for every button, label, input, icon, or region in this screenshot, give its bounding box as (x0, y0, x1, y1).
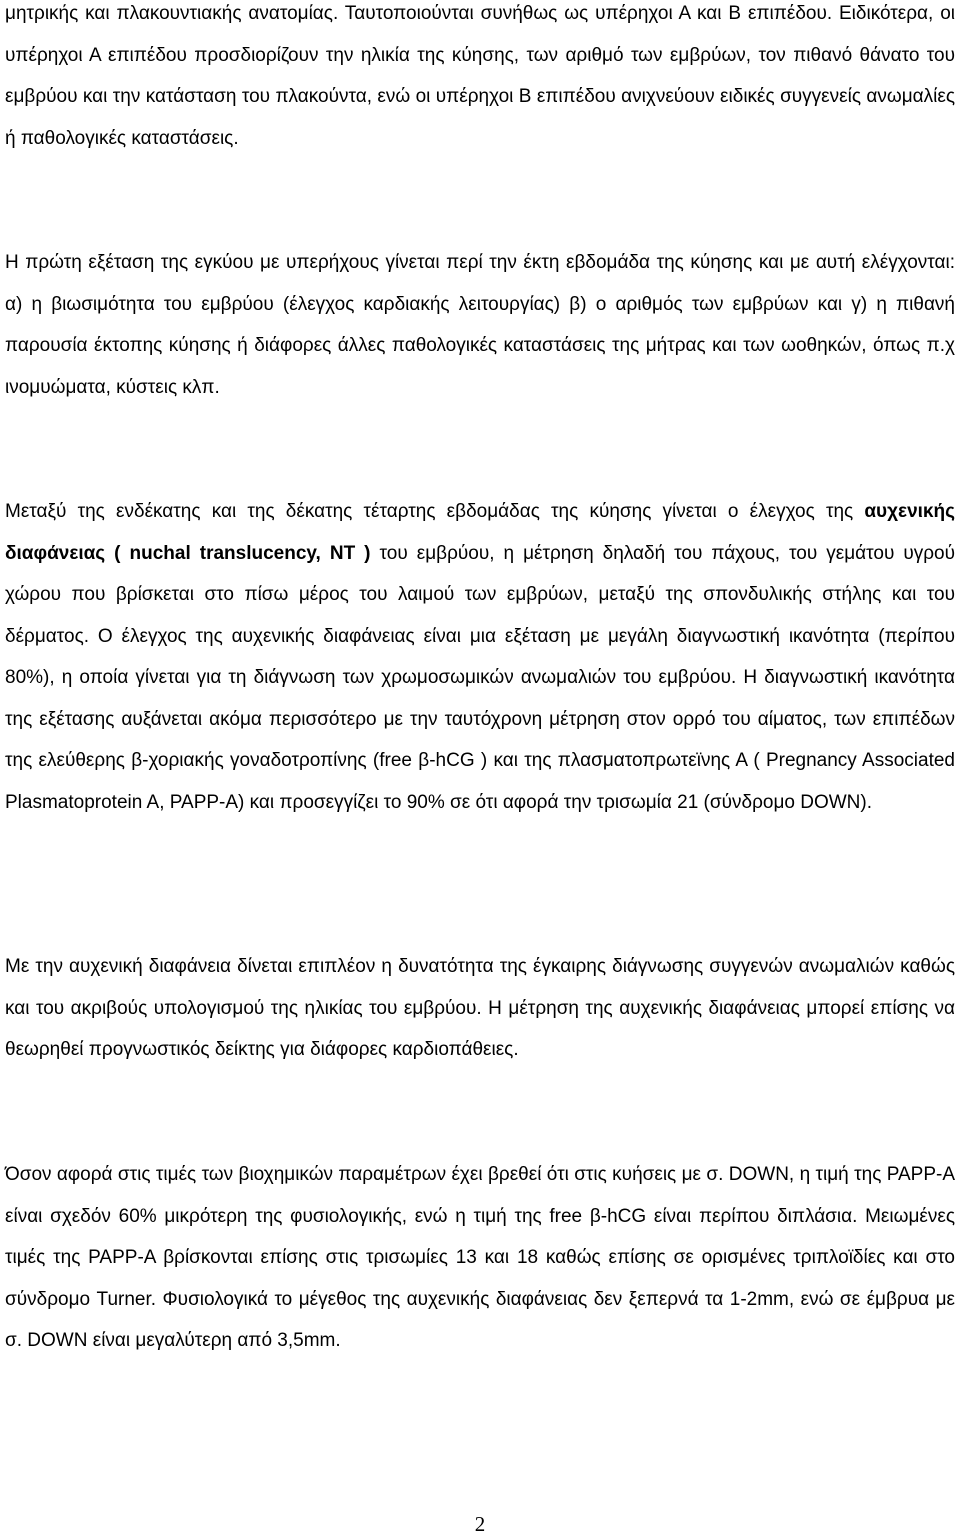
paragraph-nuchal-translucency (5, 491, 955, 823)
paragraph-nt-intro: Μεταξύ της ενδέκατης και της δέκατης τέταρτης εβδομάδας της κύησης γίνεται ο έλεγχος της (5, 501, 865, 522)
paragraph-biochemical-values: Όσον αφορά στις τιμές των βιοχημικών παραμέτρων έχει βρεθεί ότι στις κυήσεις με σ. DOWN, η τιμή της PAPP-A είναι σχεδόν 60% μικρότερη της φυσιολογικής, ενώ η τιμή της free β-hCG είναι περίπου διπλάσια. Μειωμένες τιμές της PAPP-A βρίσκονται επίσης στις τρισωμίες 13 και 18 καθώς επίσης σε ορισμένες τριπλοϊδίες και στο σύνδρομο Turner. Φυσιολογικά το μέγεθος της αυχενικής διαφάνειας δεν ξεπερνά τα 1-2mm, ενώ σε έμβρυα με σ. DOWN είναι μεγαλύτερη από 3,5mm. (5, 1164, 955, 1351)
paragraph-first-ultrasound: Η πρώτη εξέταση της εγκύου με υπερήχους γίνεται περί την έκτη εβδομάδα της κύησης και με αυτή ελέγχονται: α) η βιωσιμότητα του εμβρύου (έλεγχος καρδιακής λειτουργίας) β) ο αριθμός των εμβρύων και γ) η πιθανή παρουσία έκτοπης κύησης ή διάφορες άλλες παθολογικές καταστάσεις της μήτρας και των ωοθηκών, όπως π.χ ινομυώματα, κύστεις κλπ. (5, 252, 955, 398)
paragraph-nt-benefits: Με την αυχενική διαφάνεια δίνεται επιπλέον η δυνατότητα της έγκαιρης διάγνωσης συγγενών ανωμαλιών καθώς και του ακριβούς υπολογισμού της ηλικίας του εμβρύου. Η μέτρηση της αυχενικής διαφάνειας μπορεί επίσης να θεωρηθεί προγνωστικός δείκτης για διάφορες καρδιοπάθειες. (5, 956, 955, 1060)
paragraph-nt-body: του εμβρύου, η μέτρηση δηλαδή του πάχους, του γεμάτου υγρού χώρου που βρίσκεται στο πίσω μέρος του λαιμού των εμβρύων, μεταξύ της σπονδυλικής στήλης και του δέρματος. Ο έλεγχος της αυχενικής διαφάνειας είναι μια εξέταση με μεγάλη διαγνωστική ικανότητα (περίπου 80%), η οποία γίνεται για τη διάγνωση των χρωμοσωμικών ανωμαλιών του εμβρύου. Η διαγνωστική ικανότητα της εξέτασης αυξάνεται ακόμα περισσότερο με την ταυτόχρονη μέτρηση στον ορρό του αίματος, των επιπέδων της ελεύθερης β-χοριακής γοναδοτροπίνης (free β-hCG ) και της πλασματοπρωτεϊνης Α ( Pregnancy Associated Plasmatoprotein A, PAPP-A) και προσεγγίζει το 90% σε ότι αφορά την τρισωμία 21 (σύνδρομο DOWN). (5, 542, 956, 813)
page-number: 2 (474, 1512, 486, 1536)
paragraph-ultrasound-levels: μητρικής και πλακουντιακής ανατομίας. Ταυτοποιούνται συνήθως ως υπέρηχοι Α και Β επιπέδου. Ειδικότερα, οι υπέρηχοι Α επιπέδου προσδιορίζουν την ηλικία της κύησης, των αριθμό των εμβρύων, τον πιθανό θάνατο του εμβρύου και την κατάσταση του πλακούντα, ενώ οι υπέρηχοι Β επιπέδου ανιχνεύουν ειδικές συγγενείς ανωμαλίες ή παθολογικές καταστάσεις. (5, 3, 955, 149)
nuchal-translucency-term: αυχενικής διαφάνειας ( nuchal translucency, NT ) (5, 501, 955, 564)
